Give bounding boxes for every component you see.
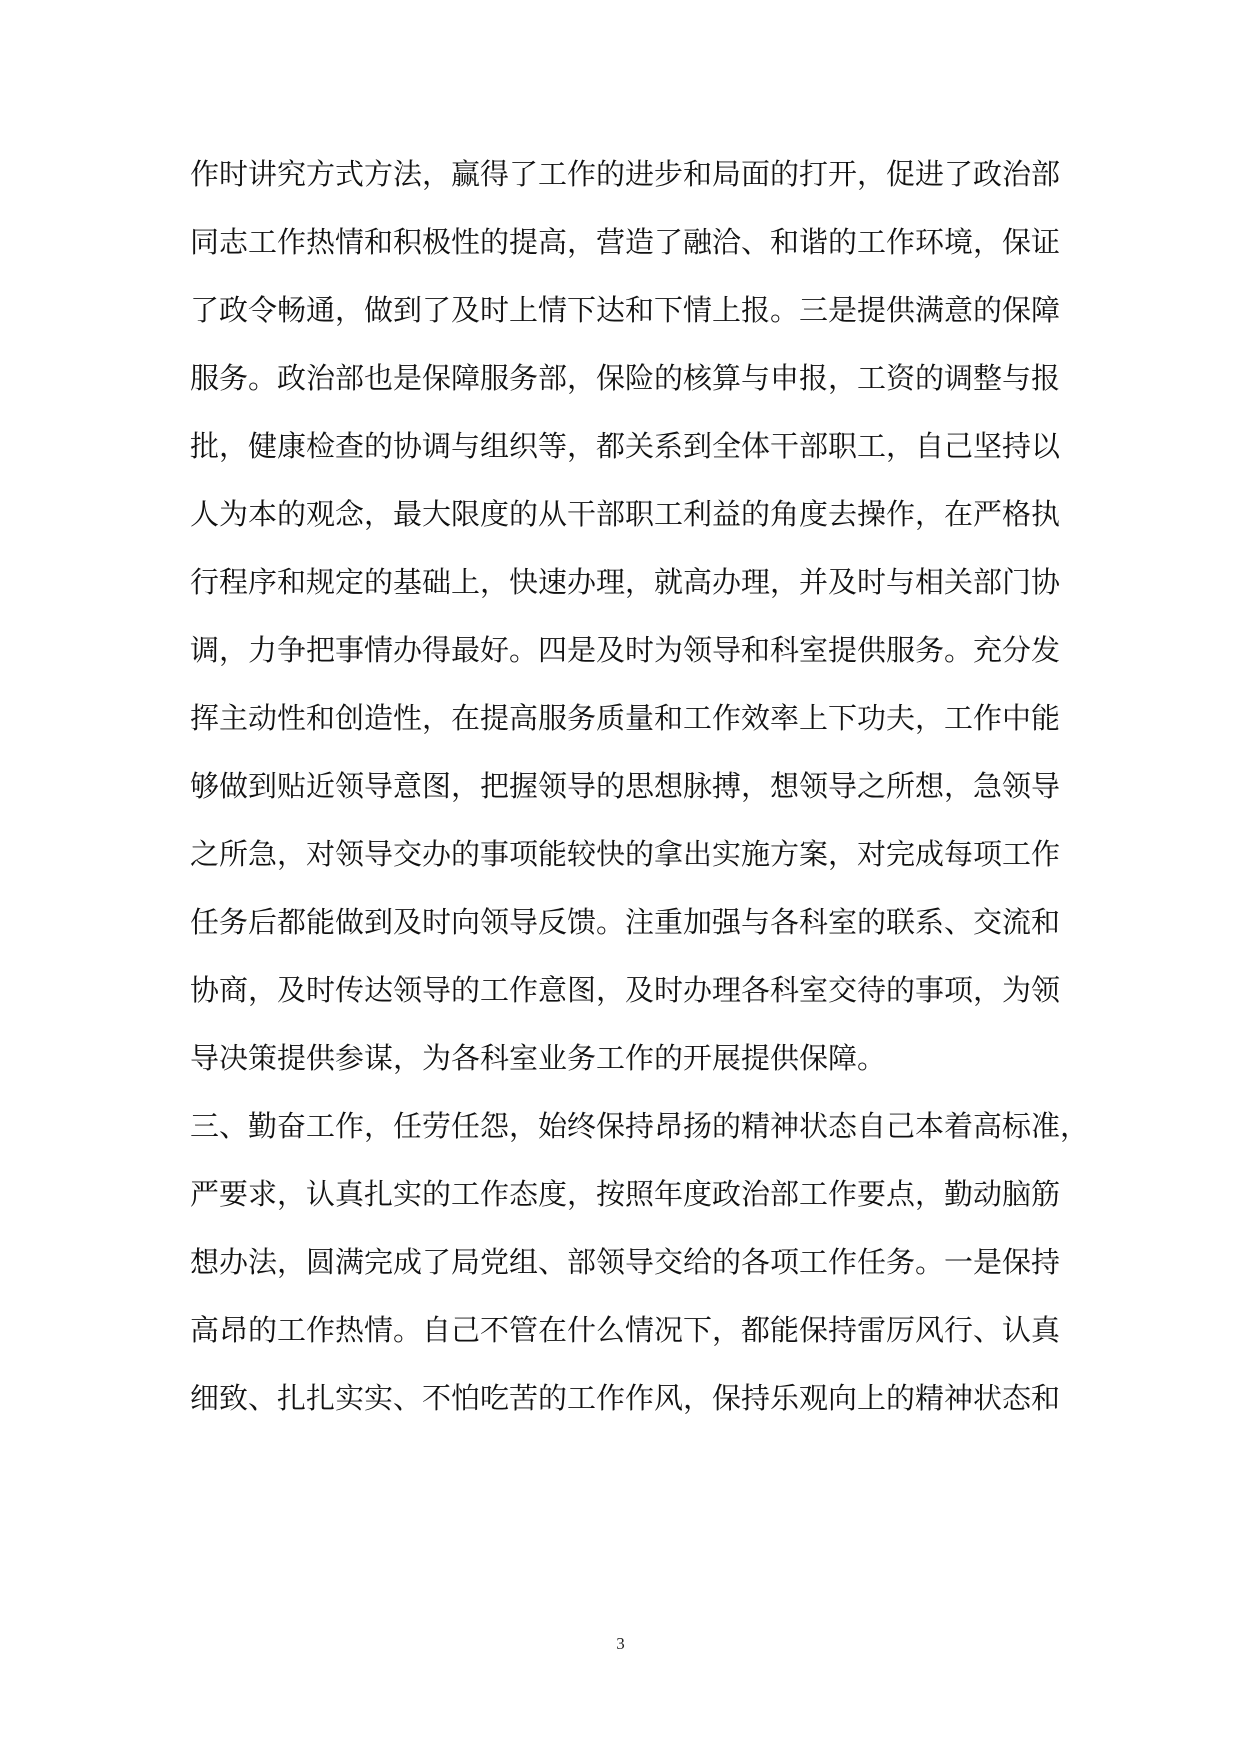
text-line: 了政令畅通，做到了及时上情下达和下情上报。三是提供满意的保障 [190,293,1061,327]
text-line: 够做到贴近领导意图，把握领导的思想脉搏，想领导之所想，急领导 [190,769,1061,803]
text-line: 挥主动性和创造性，在提高服务质量和工作效率上下功夫，工作中能 [190,701,1061,735]
text-line: 严要求，认真扎实的工作态度，按照年度政治部工作要点，勤动脑筋 [190,1177,1061,1211]
body-text [190,140,1090,1432]
text-line: 调，力争把事情办得最好。四是及时为领导和科室提供服务。充分发 [190,633,1061,667]
text-line: 任务后都能做到及时向领导反馈。注重加强与各科室的联系、交流和 [190,905,1061,939]
text-line: 作时讲究方式方法，赢得了工作的进步和局面的打开，促进了政治部 [190,157,1061,191]
text-line: 协商，及时传达领导的工作意图，及时办理各科室交待的事项，为领 [190,973,1061,1007]
text-line: 批，健康检查的协调与组织等，都关系到全体干部职工，自己坚持以 [190,429,1061,463]
page-number: 3 [616,1634,625,1653]
text-line: 导决策提供参谋，为各科室业务工作的开展提供保障。 [190,1041,887,1075]
text-line: 人为本的观念，最大限度的从干部职工利益的角度去操作，在严格执 [190,497,1061,531]
text-line: 细致、扎扎实实、不怕吃苦的工作作风，保持乐观向上的精神状态和 [190,1381,1061,1415]
text-line: 高昂的工作热情。自己不管在什么情况下，都能保持雷厉风行、认真 [190,1313,1061,1347]
text-line: 行程序和规定的基础上，快速办理，就高办理，并及时与相关部门协 [190,565,1061,599]
text-line: 服务。政治部也是保障服务部，保险的核算与申报，工资的调整与报 [190,361,1061,395]
section-heading-line: 三、勤奋工作，任劳任怨，始终保持昂扬的精神状态自己本着高标准， [190,1109,1090,1143]
text-line: 之所急，对领导交办的事项能较快的拿出实施方案，对完成每项工作 [190,837,1061,871]
text-line: 想办法，圆满完成了局党组、部领导交给的各项工作任务。一是保持 [190,1245,1061,1279]
text-line: 同志工作热情和积极性的提高，营造了融洽、和谐的工作环境，保证 [190,225,1061,259]
